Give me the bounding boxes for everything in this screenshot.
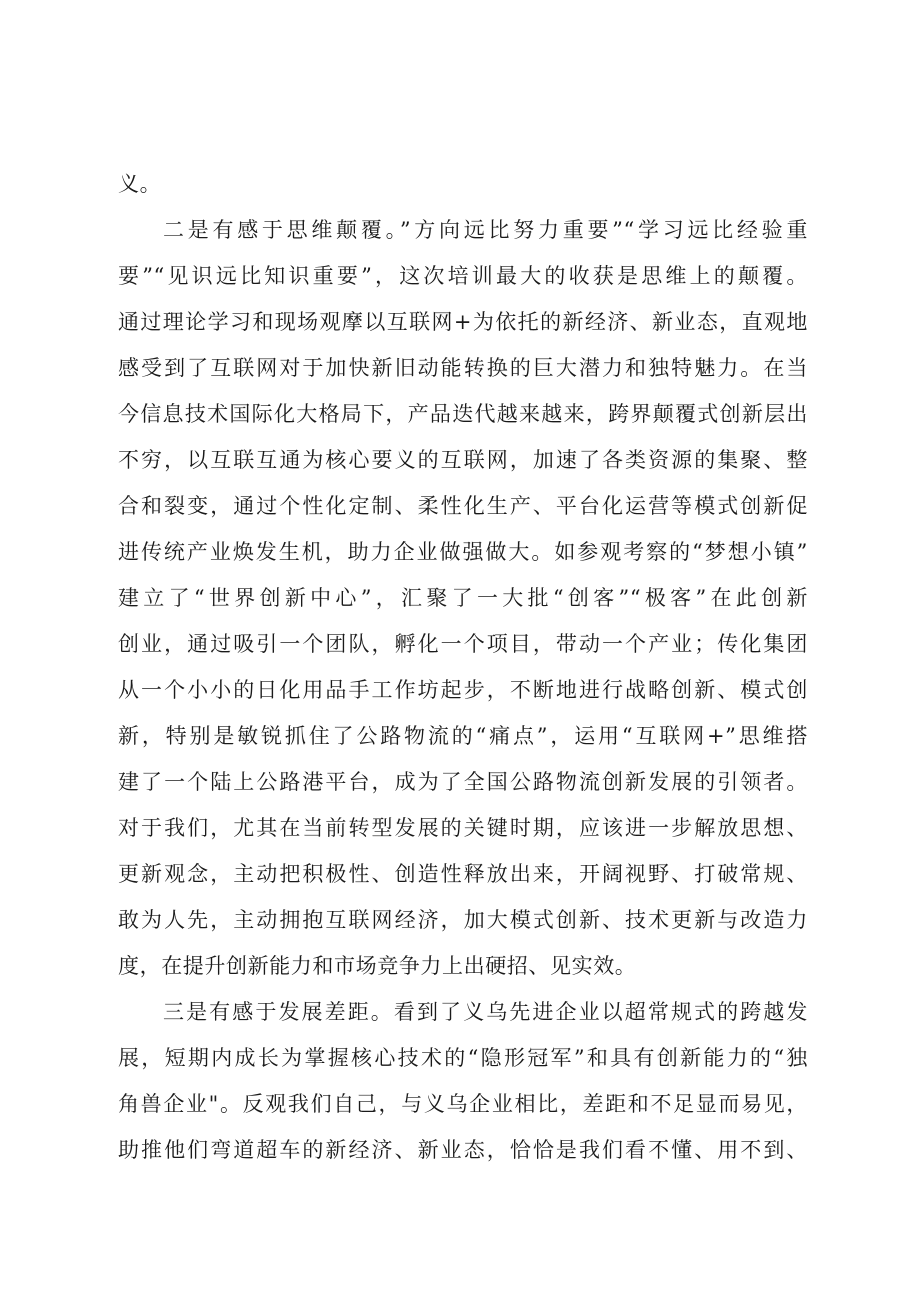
text-line: 从一个小小的日化用品手工作坊起步，不断地进行战略创新、模式创 bbox=[118, 678, 808, 702]
text-line: 展，短期内成长为掌握核心技术的“隐形冠军”和具有创新能力的“独 bbox=[118, 1046, 808, 1070]
text-line: 角兽企业"。反观我们自己，与义乌企业相比，差距和不足显而易见， bbox=[118, 1092, 808, 1116]
text-line: 合和裂变，通过个性化定制、柔性化生产、平台化运营等模式创新促 bbox=[118, 494, 808, 518]
text-line: 创业，通过吸引一个团队，孵化一个项目，带动一个产业；传化集团 bbox=[118, 632, 808, 656]
text-line: 建立了“世界创新中心”，汇聚了一大批“创客”“极客”在此创新 bbox=[118, 586, 808, 610]
text-line: 助推他们弯道超车的新经济、新业态，恰恰是我们看不懂、用不到、 bbox=[118, 1138, 808, 1162]
text-line: 敢为人先，主动拥抱互联网经济，加大模式创新、技术更新与改造力 bbox=[118, 908, 808, 932]
text-line: 建了一个陆上公路港平台，成为了全国公路物流创新发展的引领者。 bbox=[118, 770, 808, 794]
text-line: 义。 bbox=[118, 172, 162, 196]
paragraph-3-first-line: 三是有感于发展差距。看到了义乌先进企业以超常规式的跨越发 bbox=[163, 1000, 808, 1024]
text-line: 感受到了互联网对于加快新旧动能转换的巨大潜力和独特魅力。在当 bbox=[118, 356, 808, 380]
text-line: 不穷，以互联互通为核心要义的互联网，加速了各类资源的集聚、整 bbox=[118, 448, 808, 472]
text-line: 更新观念，主动把积极性、创造性释放出来，开阔视野、打破常规、 bbox=[118, 862, 808, 886]
text-line: 新，特别是敏锐抓住了公路物流的“痛点”，运用“互联网+”思维搭 bbox=[118, 724, 808, 748]
text-line: 对于我们，尤其在当前转型发展的关键时期，应该进一步解放思想、 bbox=[118, 816, 808, 840]
text-line: 度，在提升创新能力和市场竞争力上出硬招、见实效。 bbox=[118, 954, 637, 978]
text-line: 进传统产业焕发生机，助力企业做强做大。如参观考察的“梦想小镇” bbox=[118, 540, 808, 564]
text-line: 要”“见识远比知识重要”，这次培训最大的收获是思维上的颠覆。 bbox=[118, 264, 808, 288]
text-line: 今信息技术国际化大格局下，产品迭代越来越来，跨界颠覆式创新层出 bbox=[118, 402, 808, 426]
paragraph-2-first-line: 二是有感于思维颠覆。”方向远比努力重要”“学习远比经验重 bbox=[163, 218, 808, 242]
text-line: 通过理论学习和现场观摩以互联网+为依托的新经济、新业态，直观地 bbox=[118, 310, 808, 334]
